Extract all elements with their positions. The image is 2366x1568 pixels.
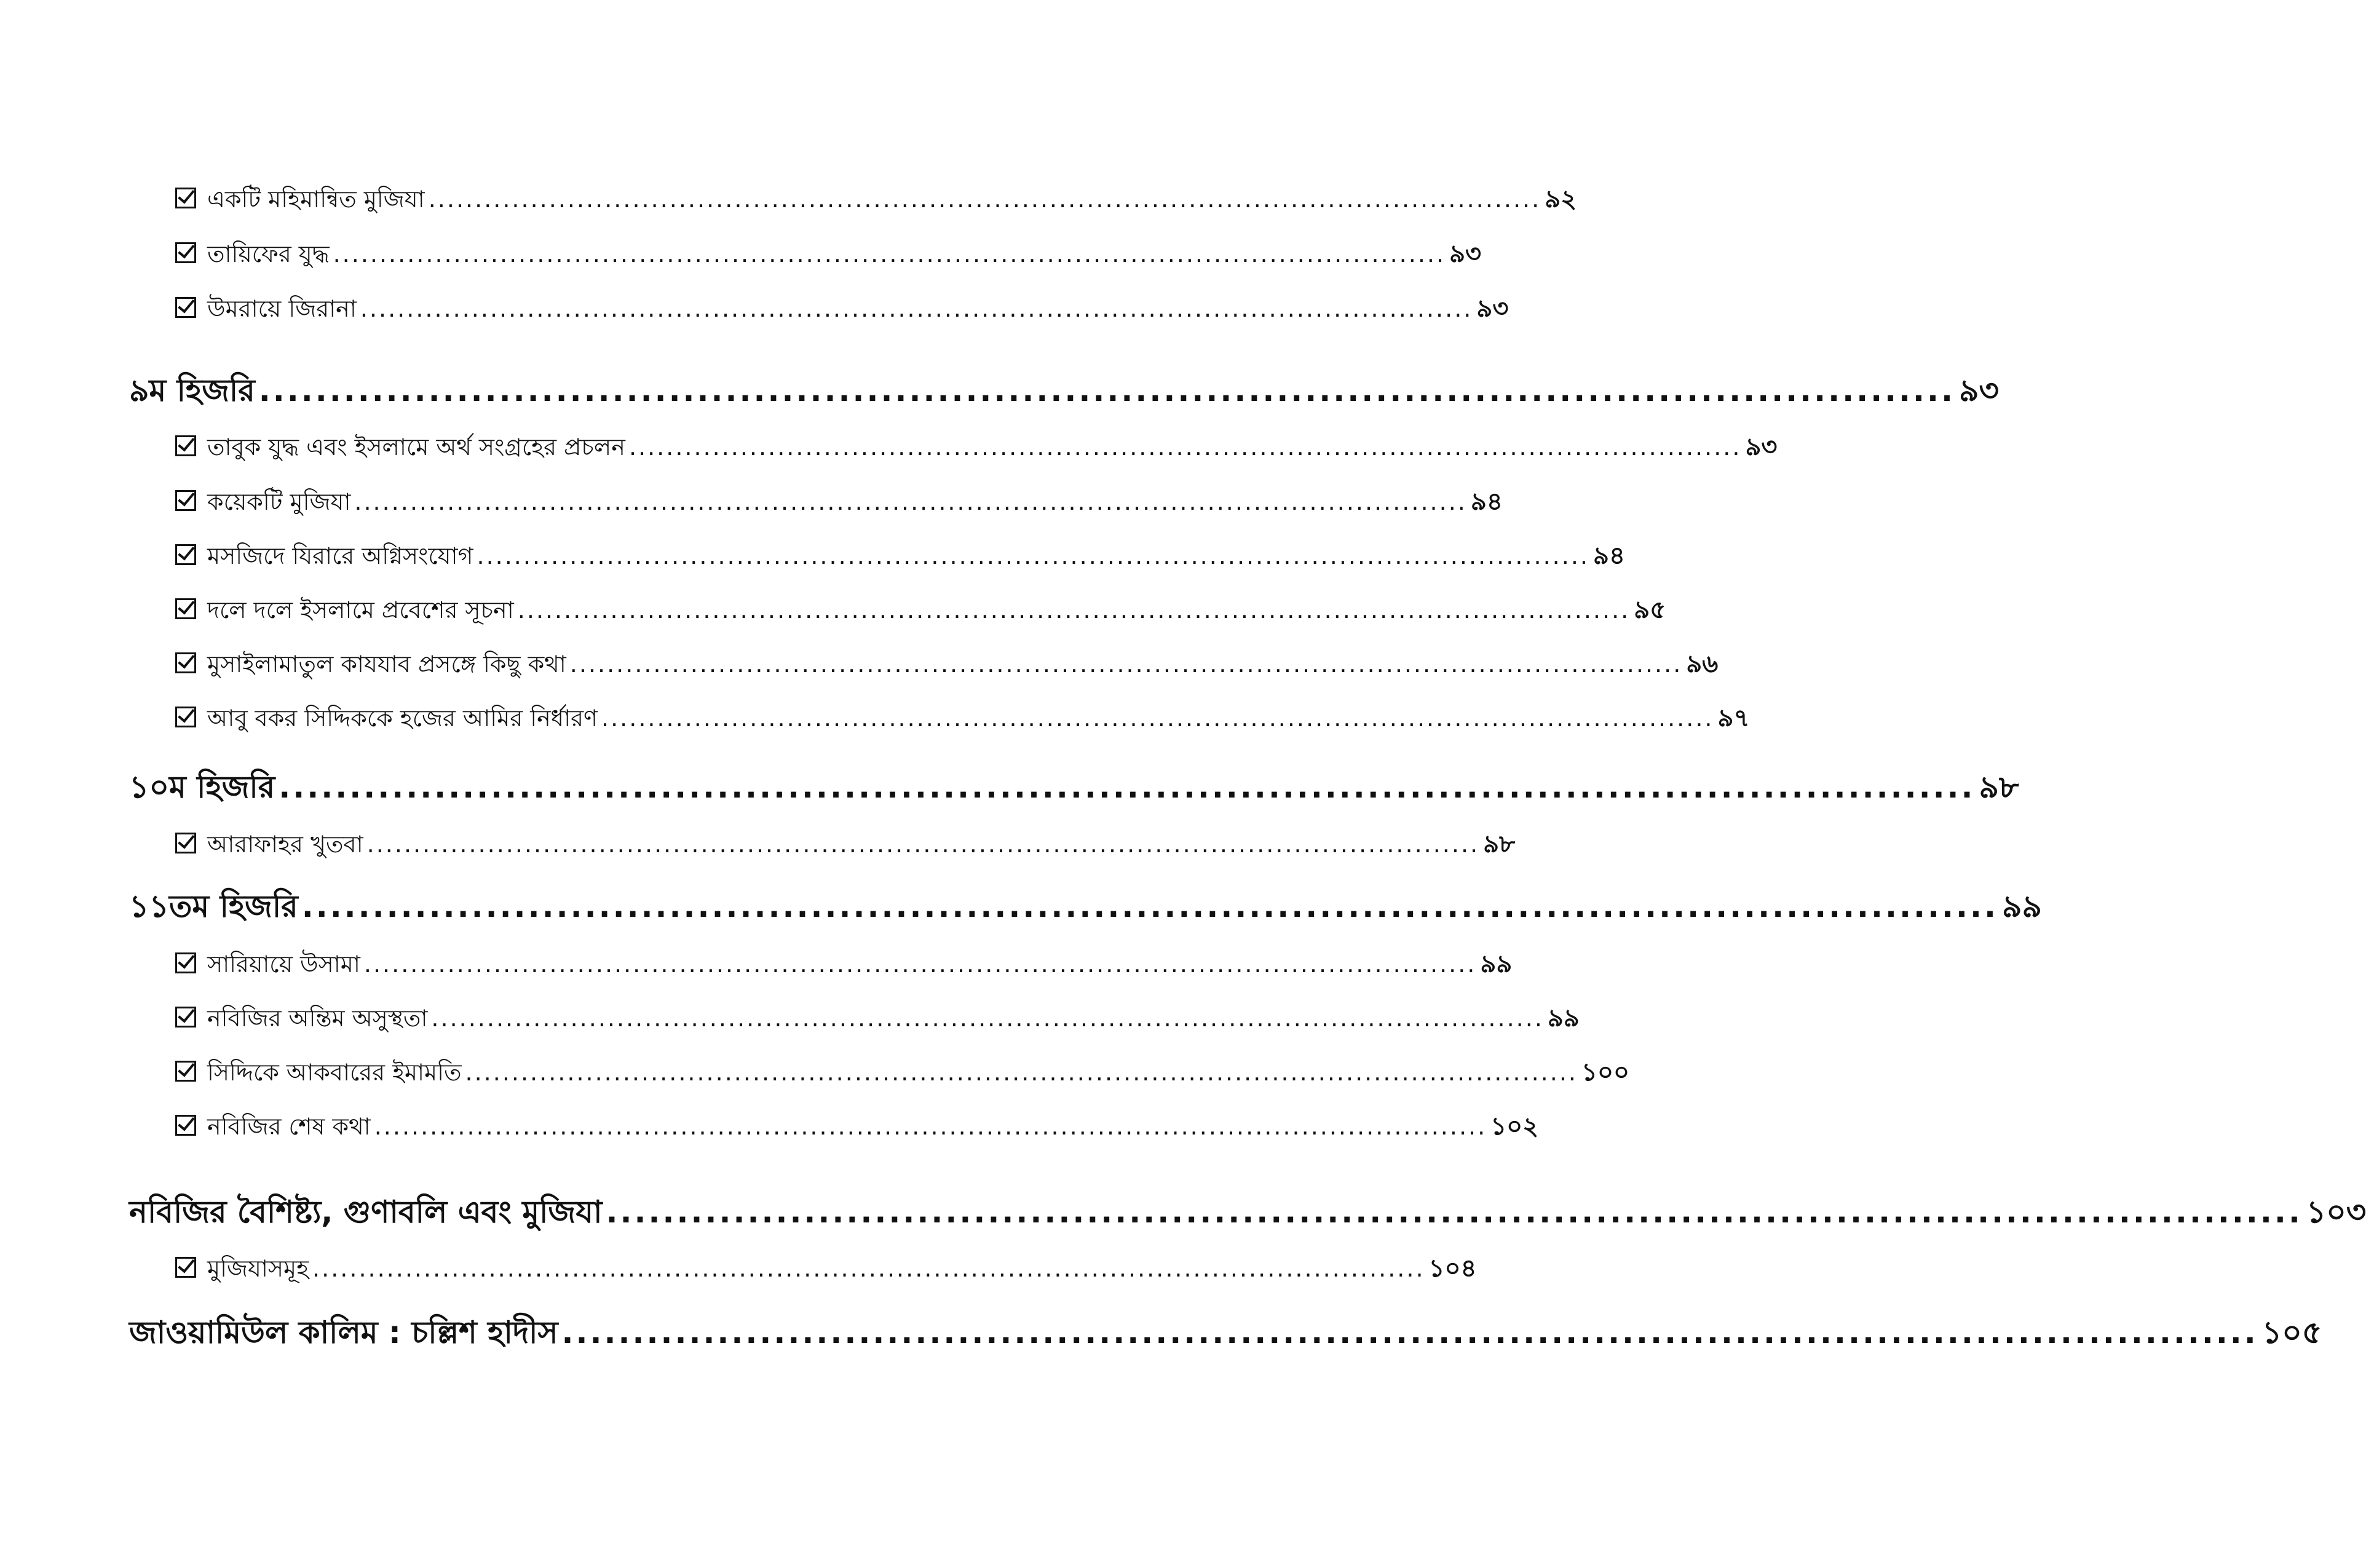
page-number: ৯৯ bbox=[1547, 1004, 1580, 1032]
dot-leader: ........................................................................................................................ bbox=[569, 651, 1683, 678]
entry-title: কয়েকটি মুজিযা bbox=[207, 488, 351, 515]
entry-title: মুসাইলামাতুল কাযযাব প্রসঙ্গে কিছু কথা bbox=[207, 651, 566, 678]
dot-leader: ........................................................................................................................ bbox=[374, 1113, 1487, 1140]
checkbox-icon bbox=[175, 188, 196, 208]
toc-entry[interactable] bbox=[129, 1249, 1477, 1290]
page-number: ৯৪ bbox=[1593, 542, 1625, 570]
checkbox-icon bbox=[175, 242, 196, 263]
dot-leader: ........................................................................................................................ bbox=[431, 1005, 1544, 1032]
dot-leader: ........................................................................................................................ bbox=[354, 488, 1467, 515]
page-number: ৯৩ bbox=[1745, 433, 1778, 461]
dot-leader: ........................................................................................................................ bbox=[366, 831, 1480, 858]
checkbox-icon bbox=[175, 707, 196, 727]
section-title: ১১তম হিজরি bbox=[129, 889, 298, 924]
page-number: ৯৭ bbox=[1717, 704, 1750, 732]
entry-title: উমরায়ে জিরানা bbox=[207, 295, 357, 322]
toc-entry[interactable] bbox=[129, 234, 1482, 275]
page-number: ৯৬ bbox=[1686, 650, 1719, 678]
toc-entry[interactable] bbox=[129, 482, 1503, 523]
dot-leader: ........................................................................................................................ bbox=[517, 596, 1631, 624]
page-number: ৯৯ bbox=[2002, 889, 2042, 924]
toc-entry[interactable] bbox=[129, 1107, 1539, 1148]
page-number: ৯৯ bbox=[1480, 950, 1513, 978]
toc-section-heading[interactable] bbox=[129, 1189, 2366, 1240]
checkbox-icon bbox=[175, 544, 196, 565]
checkbox-icon bbox=[175, 952, 196, 973]
toc-section-heading[interactable] bbox=[129, 368, 1999, 419]
toc-section-heading[interactable] bbox=[129, 1310, 2322, 1361]
dot-leader: ........................................................................................................................ bbox=[477, 542, 1589, 569]
dot-leader: ........................................................................................................................ bbox=[601, 705, 1714, 732]
entry-title: আবু বকর সিদ্দিককে হজের আমির নির্ধারণ bbox=[207, 705, 598, 732]
entry-title: দলে দলে ইসলামে প্রবেশের সূচনা bbox=[207, 596, 514, 624]
page-number: ১০৪ bbox=[1428, 1254, 1477, 1283]
toc-entry[interactable] bbox=[129, 944, 1513, 986]
dot-leader: ........................................................................................................................ bbox=[465, 1059, 1578, 1086]
entry-title: একটি মহিমান্বিত মুজিযা bbox=[207, 186, 425, 213]
checkbox-icon bbox=[175, 1007, 196, 1028]
toc-entry[interactable] bbox=[129, 699, 1750, 740]
section-title: ১০ম হিজরি bbox=[129, 769, 275, 805]
toc-entry[interactable] bbox=[129, 1053, 1629, 1094]
checkbox-icon bbox=[175, 652, 196, 673]
dot-leader: ........................................................................................................................ bbox=[312, 1255, 1425, 1282]
page-number: ৯৮ bbox=[1483, 830, 1516, 858]
section-title: ৯ম হিজরি bbox=[129, 373, 255, 408]
page-number: ১০৩ bbox=[2306, 1194, 2366, 1230]
entry-title: সিদ্দিকে আকবারের ইমামতি bbox=[207, 1059, 462, 1086]
entry-title: তায়িফের যুদ্ধ bbox=[207, 240, 330, 267]
toc-section-heading[interactable] bbox=[129, 884, 2042, 935]
checkbox-icon bbox=[175, 1061, 196, 1082]
dot-leader: ........................................................................................................................ bbox=[360, 295, 1473, 322]
toc-entry[interactable] bbox=[129, 536, 1625, 577]
entry-title: আরাফাহর খুতবা bbox=[207, 831, 363, 858]
checkbox-icon bbox=[175, 1257, 196, 1278]
entry-title: মসজিদে যিরারে অগ্নিসংযোগ bbox=[207, 542, 473, 569]
dot-leader: ........................................................................................................................ bbox=[279, 769, 1976, 805]
dot-leader: ........................................................................................................................ bbox=[561, 1315, 2258, 1350]
entry-title: মুজিযাসমূহ bbox=[207, 1255, 309, 1282]
entry-title: সারিয়ায়ে উসামা bbox=[207, 951, 360, 978]
page-number: ৯৩ bbox=[1476, 295, 1509, 323]
dot-leader: ........................................................................................................................ bbox=[363, 951, 1477, 978]
page-number: ১০০ bbox=[1581, 1058, 1629, 1087]
toc-entry[interactable] bbox=[129, 590, 1666, 632]
page-number: ৯২ bbox=[1545, 185, 1577, 213]
dot-leader: ........................................................................................................................ bbox=[428, 186, 1541, 213]
page-number: ৯৫ bbox=[1634, 596, 1666, 624]
dot-leader: ........................................................................................................................ bbox=[301, 889, 1998, 924]
entry-title: নবিজির শেষ কথা bbox=[207, 1113, 371, 1140]
toc-entry[interactable] bbox=[129, 289, 1509, 330]
dot-leader: ........................................................................................................................ bbox=[628, 434, 1742, 461]
checkbox-icon bbox=[175, 490, 196, 511]
page-number: ৯৩ bbox=[1449, 240, 1482, 268]
page-number: ৯৪ bbox=[1470, 488, 1503, 516]
checkbox-icon bbox=[175, 435, 196, 456]
entry-title: তাবুক যুদ্ধ এবং ইসলামে অর্থ সংগ্রহের প্রচলন bbox=[207, 434, 625, 461]
dot-leader: ........................................................................................................................ bbox=[606, 1194, 2303, 1230]
toc-entry[interactable] bbox=[129, 180, 1577, 221]
toc-section-heading[interactable] bbox=[129, 764, 2019, 815]
page-number: ৯৩ bbox=[1959, 373, 1999, 408]
toc-entry[interactable] bbox=[129, 427, 1778, 469]
page-number: ৯৮ bbox=[1979, 769, 2019, 805]
toc-entry[interactable] bbox=[129, 999, 1580, 1040]
checkbox-icon bbox=[175, 833, 196, 853]
toc-entry[interactable] bbox=[129, 825, 1516, 866]
section-title: জাওয়ামিউল কালিম : চল্লিশ হাদীস bbox=[129, 1315, 558, 1350]
dot-leader: ........................................................................................................................ bbox=[333, 240, 1446, 267]
checkbox-icon bbox=[175, 598, 196, 619]
checkbox-icon bbox=[175, 297, 196, 318]
dot-leader: ........................................................................................................................ bbox=[258, 373, 1956, 408]
toc-entry[interactable] bbox=[129, 644, 1719, 686]
page-number: ১০২ bbox=[1490, 1112, 1539, 1141]
section-title: নবিজির বৈশিষ্ট্য, গুণাবলি এবং মুজিযা bbox=[129, 1194, 603, 1230]
page-number: ১০৫ bbox=[2261, 1315, 2322, 1350]
checkbox-icon bbox=[175, 1115, 196, 1136]
entry-title: নবিজির অন্তিম অসুস্থতা bbox=[207, 1005, 428, 1032]
